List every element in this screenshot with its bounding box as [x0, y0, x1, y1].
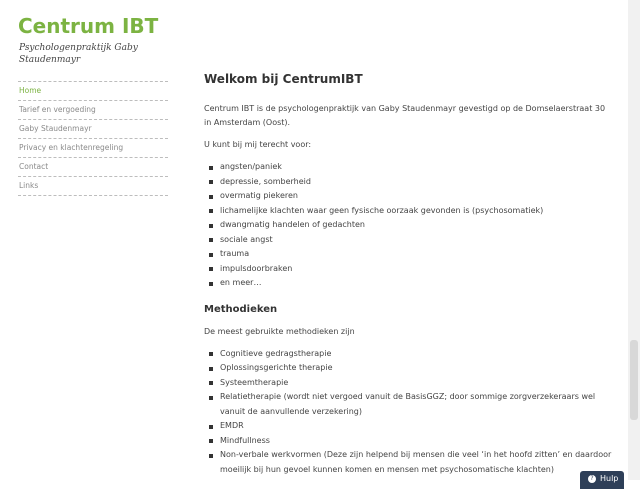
list-item: lichamelijke klachten waar geen fysische oorzaak gevonden is (psychosomatiek)	[204, 204, 614, 219]
nav-item-home[interactable]: Home	[18, 81, 168, 100]
page-title: Welkom bij CentrumIBT	[204, 72, 363, 86]
list-item: trauma	[204, 247, 614, 262]
list-item: Oplossingsgerichte therapie	[204, 361, 614, 376]
complaints-list	[204, 160, 614, 291]
sidebar-nav	[18, 81, 168, 196]
nav-item-tarief[interactable]: Tarief en vergoeding	[18, 100, 168, 119]
list-item: EMDR	[204, 419, 614, 434]
help-label: Hulp	[600, 474, 619, 483]
list-item: angsten/paniek	[204, 160, 614, 175]
main-content	[204, 70, 614, 477]
question-icon: ?	[588, 475, 596, 483]
list-item: dwangmatig handelen of gedachten	[204, 218, 614, 233]
list-item: overmatig piekeren	[204, 189, 614, 204]
list-intro: U kunt bij mij terecht voor:	[204, 140, 312, 149]
scrollbar-thumb[interactable]	[630, 340, 638, 420]
list-item: Systeemtherapie	[204, 376, 614, 391]
page-scrollbar[interactable]	[628, 0, 640, 480]
intro-paragraph: Centrum IBT is de psychologenpraktijk van Gaby Staudenmayr gevestigd op de Domselaerstraat 30 in Amsterdam (Oost).	[204, 104, 606, 127]
site-title[interactable]: Centrum IBT	[18, 14, 159, 38]
nav-item-contact[interactable]: Contact	[18, 157, 168, 176]
nav-item-privacy[interactable]: Privacy en klachtenregeling	[18, 138, 168, 157]
list-item: Mindfullness	[204, 434, 614, 449]
list-item: Cognitieve gedragstherapie	[204, 347, 614, 362]
help-button[interactable]	[580, 471, 624, 489]
list-item: impulsdoorbraken	[204, 262, 614, 277]
methods-list	[204, 347, 614, 478]
nav-item-gaby[interactable]: Gaby Staudenmayr	[18, 119, 168, 138]
list-item: Relatietherapie (wordt niet vergoed vanuit de BasisGGZ; door sommige zorgverzekeraars wel vanuit de aanvullende verzekering)	[204, 390, 614, 419]
nav-item-links[interactable]: Links	[18, 176, 168, 196]
methods-heading: Methodieken	[204, 303, 278, 315]
methods-intro: De meest gebruikte methodieken zijn	[204, 326, 355, 336]
list-item: sociale angst	[204, 233, 614, 248]
list-item: depressie, somberheid	[204, 175, 614, 190]
list-item: en meer…	[204, 276, 614, 291]
site-tagline: Psychologenpraktijk Gaby Staudenmayr	[19, 43, 138, 65]
list-item: Non-verbale werkvormen (Deze zijn helpend bij mensen die veel ‘in het hoofd zitten’ en daardoor moeilijk bij hun gevoel kunnen komen en mensen met psychosomatische klachten)	[204, 448, 614, 477]
